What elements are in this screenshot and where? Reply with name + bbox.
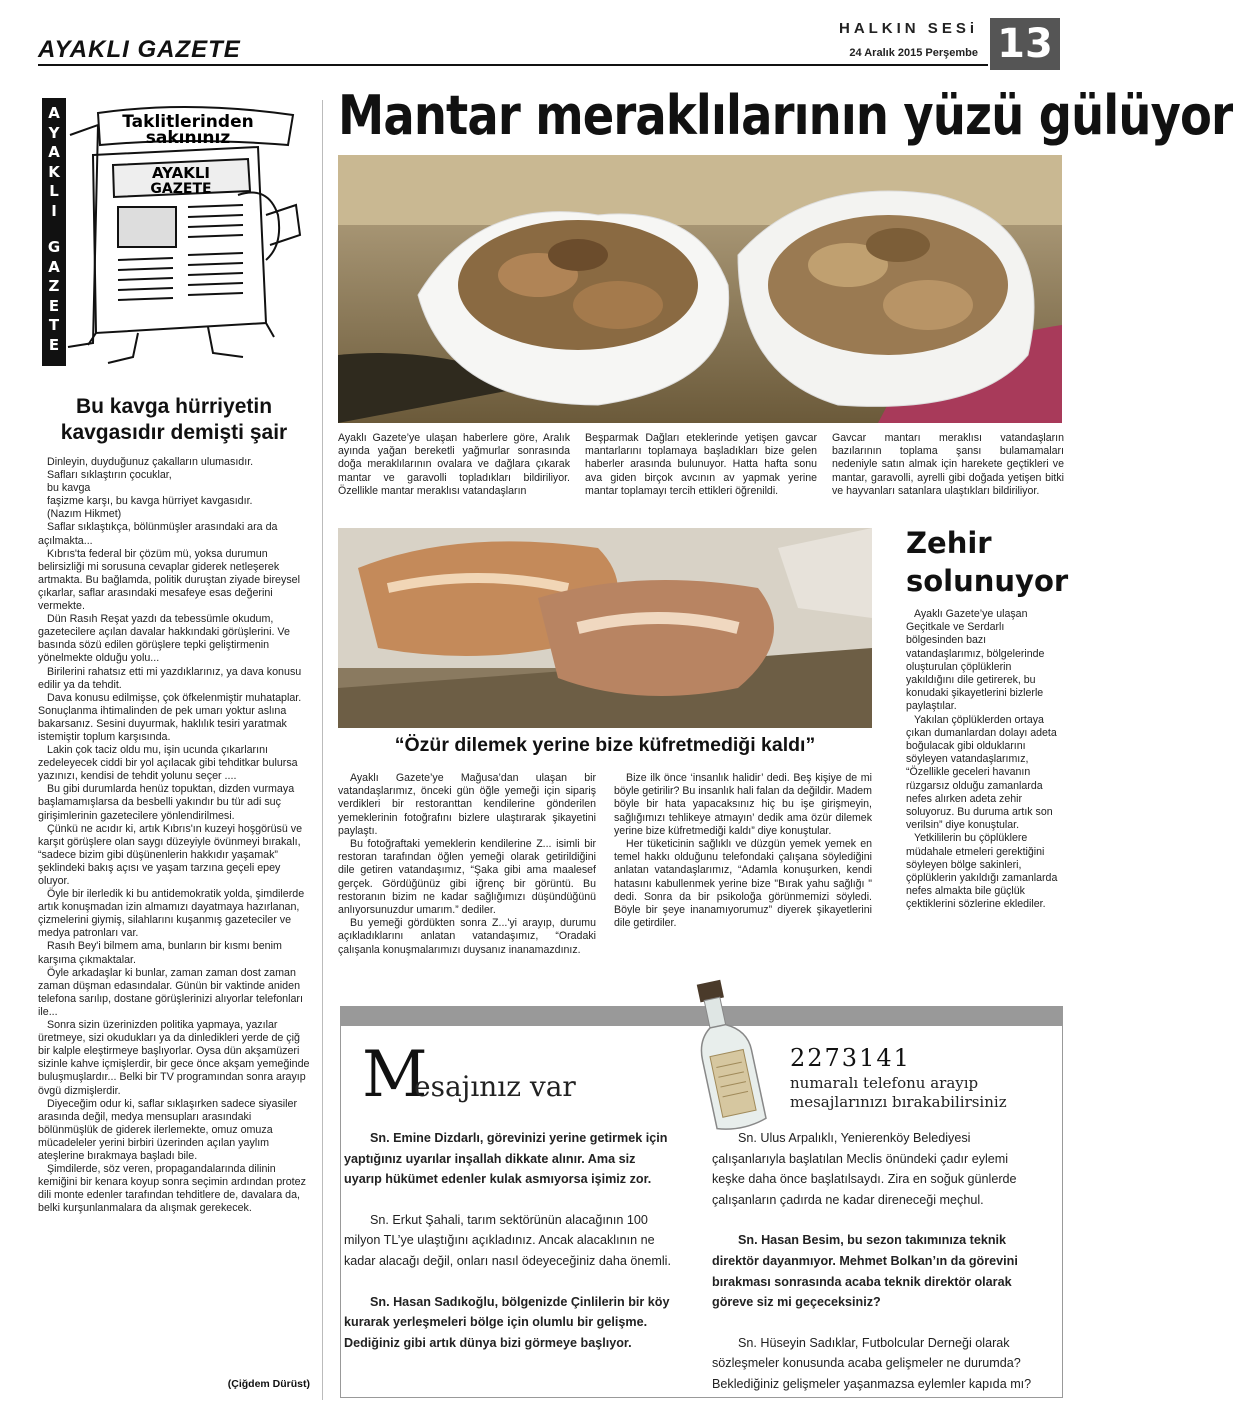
message-item: Sn. Hüseyin Sadıklar, Futbolcular Derneği olarak sözleşmeler konusunda acaba gelişmeler ne durumda? Beklediğiniz gelişmeler yaşanmazsa eylemler kapıda mı? <box>712 1335 1032 1391</box>
vertical-label <box>42 98 66 366</box>
left-article-paragraph: Öyle bir ilerledik ki bu antidemokratik yolda, şimdilerde artık konuşmadan izin almamızı dayatmaya hazırlanan, çizmelerini giymiş, silahlarını kuşanmış gazeteciler ve medya patronları var. <box>38 888 305 940</box>
apology-col-1 <box>338 772 596 957</box>
issue-date: 24 Aralık 2015 Perşembe <box>849 47 978 59</box>
left-article-paragraph: Dinleyin, duyduğunuz çakalların ulumasıdır. <box>47 456 254 468</box>
vertical-letter: E <box>48 296 60 315</box>
left-article-paragraph: Bu gibi durumlarda henüz topuktan, dizden vurmaya başlamamışlarsa da besbelli yakındır bu tür adi suç girişimlerinin gazetecilere yönlendirilmesi. <box>38 783 295 822</box>
cartoon-caption-1: Taklitlerinden <box>122 112 254 132</box>
cartoon-paper-1: AYAKLI <box>152 164 210 182</box>
food-photo <box>338 528 872 728</box>
left-article-paragraph: Saflar sıklaştıkça, bölünmüşler arasındaki ara da açılmakta... <box>38 521 278 547</box>
masthead <box>818 20 978 59</box>
vertical-letter: E <box>48 335 60 354</box>
left-article-paragraph: (Nazım Hikmet) <box>47 508 122 521</box>
poison-headline: Zehir solunuyor <box>906 526 1069 598</box>
left-article-paragraph: Rasıh Bey'i bilmem ama, bunların bir kısmı benim karşıma çıkmaktalar. <box>38 940 282 966</box>
messages-subtitle-2: mesajlarınızı bırakabilirsiniz <box>790 1093 1007 1111</box>
vertical-letter: K <box>48 162 60 181</box>
cartoon-caption-2: sakınınız <box>145 128 231 148</box>
message-item: Sn. Ulus Arpalıklı, Yenierenköy Belediyesi çalışanlarıyla başlatılan Meclis önündeki çadır eylemi keşke daha önce başlatılsaydı. Zira en soğuk günlerde çalışanların çadırda ne kadar direneceği meçhul. <box>712 1131 1017 1207</box>
left-article-paragraph: Öyle arkadaşlar ki bunlar, zaman zaman dost zaman zaman düşman edasındalar. Günün bir vaktinde aniden telefona sarılıp, dostane görüşlerinizi alıyorlar telefonları ile... <box>38 966 303 1018</box>
message-item: Sn. Erkut Şahali, tarım sektörünün alacağının 100 milyon TL’ye ulaştığını açıkladınız. Ancak alacaklının ne kadar alacağı değil, onları nasıl ödeyeceğiniz daha önemli. <box>344 1212 671 1268</box>
mushroom-col-3: Gavcar mantarı meraklısı vatandaşların bazılarının toplama şansı bulamamaları nedeniyle satın almak için harekete geçtikleri ve mantar, garavolli, ayrelli gibi doğada yetişen bitki ve hayvanları satanlara ulaştıkları bildiriliyor. <box>832 432 1064 497</box>
section-title: AYAKLI GAZETE <box>38 36 241 63</box>
messages-phone: 2273141 <box>790 1044 911 1072</box>
main-headline: Mantar meraklılarının yüzü gülüyor <box>338 84 1233 147</box>
message-item: Sn. Emine Dizdarlı, görevinizi yerine getirmek için yaptığınız uyarılar inşallah dikkate alınır. Ama siz uyarıp hükümet edenler kulak asmıyorsa işimiz zor. <box>344 1131 668 1187</box>
apology-paragraph: Bize ilk önce ‘insanlık halidir’ dedi. Beş kişiye de mi böyle getirilir? Bu insanlık hali falan da değildir. Madem böyle bir hata yapacaksınız hiç bu işe girişmeyin, sağlığımızı tehlikeye atmayın’ dedik ama özür dilemek yerine bize küfretmediği kaldı” diye konuştular. <box>614 772 872 837</box>
column-divider <box>322 100 323 1400</box>
left-article-paragraph: Şimdilerde, söz veren, propagandalarında dilinin kemiğini bir kenara koyup sonra seçimin ardından protez dili monte edenler tarafından tehditlere de, davalara da, belki kurşunlanmalara da alışmak gerekecek. <box>38 1163 306 1215</box>
bottle-icon <box>672 975 782 1135</box>
left-article-paragraph: Dün Rasıh Reşat yazdı da tebessümle okudum, gazetecilere açılan davalar hakkındaki görüşlerini. Ve basında sözü edilen görüşlere tepki geliştirmenin yönelmekte olduğu yolu... <box>38 613 290 665</box>
paper-name: HALKIN SESi <box>838 20 978 37</box>
vertical-letter: G <box>47 238 61 256</box>
vertical-letter: A <box>48 104 60 122</box>
left-article-paragraph: bu kavga <box>47 482 91 495</box>
cartoon-paper-2: GAZETE <box>150 181 212 197</box>
left-article-paragraph: Safları sıklaştırın çocuklar, <box>47 469 172 482</box>
vertical-letter: A <box>48 257 60 276</box>
vertical-letter: T <box>48 316 60 334</box>
message-item: Sn. Hasan Sadıkoğlu, bölgenizde Çinlilerin bir köy kurarak yerleşmeleri bölge için olumlu bir gelişme. Dediğiniz gibi artık dünya bizi görmeye başlıyor. <box>344 1294 670 1350</box>
left-article-paragraph: Dava konusu edilmişse, çok öfkelenmiştir muhataplar. Sonuçlanma ihtimalinden de pek umarı yoktur aslına bakarsanız. Sesini duyurmak, haklılık tesiri yaratmak istemiştir toplum karşısında. <box>38 691 302 743</box>
apology-paragraph: Ayaklı Gazete’ye Mağusa’dan ulaşan bir vatandaşlarımız, önceki gün öğle yemeği için sipariş verdikleri bir restoranttan kendilerine gönderilen yemeklerinin fotoğrafını bizlere ulaştırarak şikayetini paylaştı. <box>338 772 596 837</box>
messages-title: esajınız var <box>414 1070 576 1103</box>
messages-left-col <box>344 1128 676 1373</box>
mushroom-col-1: Ayaklı Gazete’ye ulaşan haberlere göre, Aralık ayında yağan bereketli yağmurlar sonrasında doğa meraklılarının ovalara ve dağlara çıkarak mantar ve garavolli topladıkları bildiriliyor. Özellikle mantar meraklısı vatandaşların <box>338 432 570 497</box>
messages-subtitle <box>790 1074 1050 1112</box>
vertical-letter: Y <box>48 123 60 142</box>
left-article-paragraph: Sonra sizin üzerinizden politika yapmaya, yazılar üretmeye, sizi okudukları ya da dinledikleri yerde de çiğ bir kalple eleştirmeye başlıyorlar. Oysa dün akşamüzeri sizinle kahve içmişlerdir, bir gece önce akşam yemeğinde buluşmuşlardır... Belki bir TV programından sonra arayıp övgü dizmişlerdir. <box>38 1019 310 1097</box>
message-item: Sn. Hasan Besim, bu sezon takımınıza teknik direktör dayanmıyor. Mehmet Bolkan’ın da görevini bırakması sonrasında acaba teknik direktör olarak göreve siz mi geçeceksiniz? <box>712 1233 1018 1310</box>
left-article-paragraph: Diyeceğim odur ki, saflar sıklaşırken sadece siyasiler arasında değil, medya mensupları arasındaki bölünmüşlük de giderek ilerlemekte, omuz omuza mücadeleler yerini birbiri üzerinden açılan yaylım ateşlerine bırakmaya başladı bile. <box>38 1097 298 1162</box>
poison-paragraph: Yakılan çöplüklerden ortaya çıkan dumanlardan dolayı adeta boğulacak gibi olduklarını söyleyen vatandaşlarımız, “Özellikle geceleri havanın rüzgarsız olduğu zamanlarda nefes alırken adeta zehir soluyoruz. Bu duruma artık son verilsin” diye konuştular. <box>906 713 1057 832</box>
vertical-letter: L <box>49 182 59 200</box>
left-article-paragraph: Lakin çok taciz oldu mu, işin ucunda çıkarlarını zedeleyecek ciddi bir yol açılacak gibi tehditkar bulursa yazınızı, kendisi de tehdit yolunu seçer .... <box>38 744 298 783</box>
left-article-body <box>38 456 310 1215</box>
page-number: 13 <box>990 18 1060 70</box>
mushroom-photo <box>338 155 1062 423</box>
left-article-paragraph: Birilerini rahatsız etti mi yazdıklarınız, ya dava konusu edilir ya da tehdit. <box>38 665 302 691</box>
poison-paragraph: Ayaklı Gazete’ye ulaşan Geçitkale ve Serdarlı bölgesinden bazı vatandaşlarımız, bölgelerinde oluşturulan çöplüklerin yakıldığını dile getirerek, bu konudaki şikayetlerini bizlerle paylaştılar. <box>906 608 1045 713</box>
header-rule <box>38 64 988 66</box>
apology-paragraph: Bu yemeği gördükten sonra Z...'yi arayıp, durumu açıkladıklarını anlatan vatandaşımız, “Oradaki çalışanla konuşmalarımızı duysanız inanamazdınız. <box>338 917 596 956</box>
messages-right-col <box>712 1128 1044 1415</box>
vertical-letter: A <box>48 143 60 161</box>
left-article-paragraph: Çünkü ne acıdır ki, artık Kıbrıs'ın kuzeyi hoşgörüsü ve karşıt görüşlere olan saygı düzeyiyle övünmeyi bırakalı, “sadece bizim gibi düşünenlerin hakkıdır yaşamak” şeklindeki bakış açısı ve yaşam tarzına geçeli epey oluyor. <box>38 822 303 887</box>
apology-paragraph: Bu fotoğraftaki yemeklerin kendilerine Z... isimli bir restoran tarafından öğlen yemeği olarak getirildiğini dile getiren vatandaşımız, “Şaka gibi ama maalesef gerçek. Gördüğünüz gibi iğrenç bir görüntü. Bu restoranın bizim ne kadar sağlığımızı düşündüğünü anlıyorsunuzdur umarım.” dediler. <box>338 838 596 917</box>
left-article-signature: (Çiğdem Dürüst) <box>227 1378 310 1390</box>
vertical-letter: Z <box>48 277 60 295</box>
messages-initial: M <box>362 1038 428 1112</box>
left-article-paragraph: faşizme karşı, bu kavga hürriyet kavgasıdır. <box>47 495 253 508</box>
mushroom-col-2: Beşparmak Dağları eteklerinde yetişen gavcar mantarlarını toplamaya başladıkları bize gelen haberler arasında bulunuyor. Hatta hafta sonu ava giden birçok avcının av yapmak yerine mantar toplamayı tercih ettikleri öğrenildi. <box>585 432 817 497</box>
apology-headline: “Özür dilemek yerine bize küfretmediği kaldı” <box>394 734 816 756</box>
left-article-headline: Bu kavga hürriyetin kavgasıdır demişti şair <box>60 395 288 444</box>
cartoon-illustration <box>38 95 310 370</box>
apology-col-2 <box>614 772 872 930</box>
vertical-letter: I <box>51 201 57 220</box>
apology-paragraph: Her tüketicinin sağlıklı ve düzgün yemek yemek en temel hakkı olduğunu telefondaki çalışana söylediğini anlatan vatandaşlarımız, “Adamla konuşurken, kendi hatasını kabullenmek yerine bize "Bırak yahu sağlığı " dedi. Sonra da bir psikoloğa görünmemizi söyledi. Böyle bir şeye inanamıyorumuz” diyerek şikayetlerini dile getirdiler. <box>614 838 872 930</box>
messages-subtitle-1: numaralı telefonu arayıp <box>790 1074 979 1092</box>
poison-body <box>906 608 1061 912</box>
poison-paragraph: Yetkililerin bu çöplüklere müdahale etmeleri gerektiğini söyleyen bölge sakinleri, çöplüklerin yakıldığı zamanlarda nefes almakta bile güçlük çektiklerini sözlerine eklediler. <box>906 832 1058 911</box>
left-article-paragraph: Kıbrıs'ta federal bir çözüm mü, yoksa durumun belirsizliği mi sorusuna cevaplar giderek netleşerek artmakta. Bu bağlamda, politik duruştan ziyade bireysel çıkarlar, saflar arasındaki mesafeye esas değerini vermekte. <box>38 547 300 613</box>
